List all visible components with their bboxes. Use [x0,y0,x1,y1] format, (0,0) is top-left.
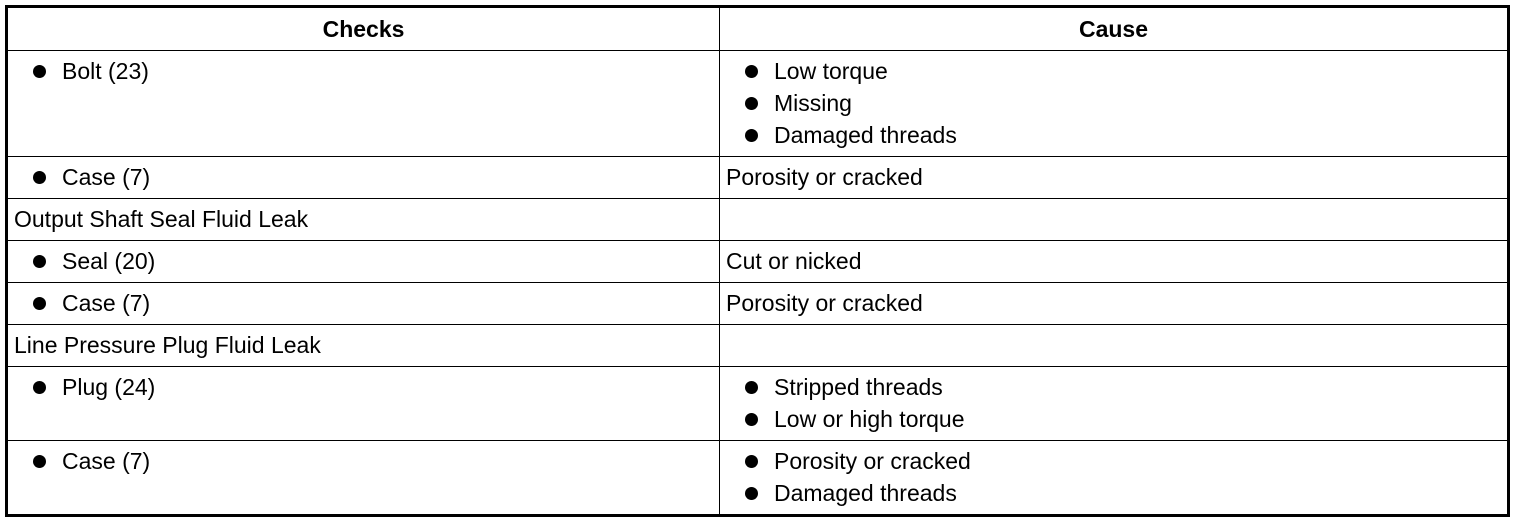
table-row [7,157,1509,199]
table-row [7,241,1509,283]
cause-item: Low or high torque [726,403,1501,435]
cause-bullet-list [726,445,1501,509]
checks-item: Plug (24) [14,371,713,403]
cause-cell [720,367,1509,441]
checks-bullet-list [14,287,713,319]
checks-cell [7,325,720,367]
checks-cell [7,367,720,441]
cause-text: Porosity or cracked [726,290,923,316]
checks-item: Case (7) [14,445,713,477]
cause-item: Stripped threads [726,371,1501,403]
checks-cell [7,51,720,157]
diagnosis-table [5,5,1510,517]
checks-cell [7,157,720,199]
table-row [7,325,1509,367]
cause-cell [720,241,1509,283]
header-row [7,7,1509,51]
cause-bullet-list [726,55,1501,151]
cause-cell [720,199,1509,241]
checks-cell [7,283,720,325]
cause-item: Damaged threads [726,477,1501,509]
empty-cause [726,329,1501,361]
cause-header: Cause [720,7,1509,51]
cause-text: Cut or nicked [726,248,862,274]
section-heading: Line Pressure Plug Fluid Leak [14,332,321,358]
cause-item: Missing [726,87,1501,119]
checks-item: Case (7) [14,287,713,319]
table-row [7,51,1509,157]
checks-bullet-list [14,445,713,477]
checks-item: Bolt (23) [14,55,713,87]
cause-cell [720,157,1509,199]
table-row [7,283,1509,325]
cause-cell [720,441,1509,516]
checks-bullet-list [14,55,713,87]
cause-cell [720,51,1509,157]
checks-bullet-list [14,245,713,277]
checks-header: Checks [7,7,720,51]
table-row [7,441,1509,516]
cause-cell [720,283,1509,325]
table-row [7,367,1509,441]
checks-bullet-list [14,371,713,403]
cause-bullet-list [726,371,1501,435]
cause-item: Damaged threads [726,119,1501,151]
checks-bullet-list [14,161,713,193]
checks-cell [7,199,720,241]
table-row [7,199,1509,241]
checks-item: Seal (20) [14,245,713,277]
checks-cell [7,241,720,283]
cause-item: Porosity or cracked [726,445,1501,477]
cause-cell [720,325,1509,367]
empty-cause [726,203,1501,235]
cause-item: Low torque [726,55,1501,87]
checks-item: Case (7) [14,161,713,193]
cause-text: Porosity or cracked [726,164,923,190]
section-heading: Output Shaft Seal Fluid Leak [14,206,309,232]
table-body [7,51,1509,516]
checks-cell [7,441,720,516]
